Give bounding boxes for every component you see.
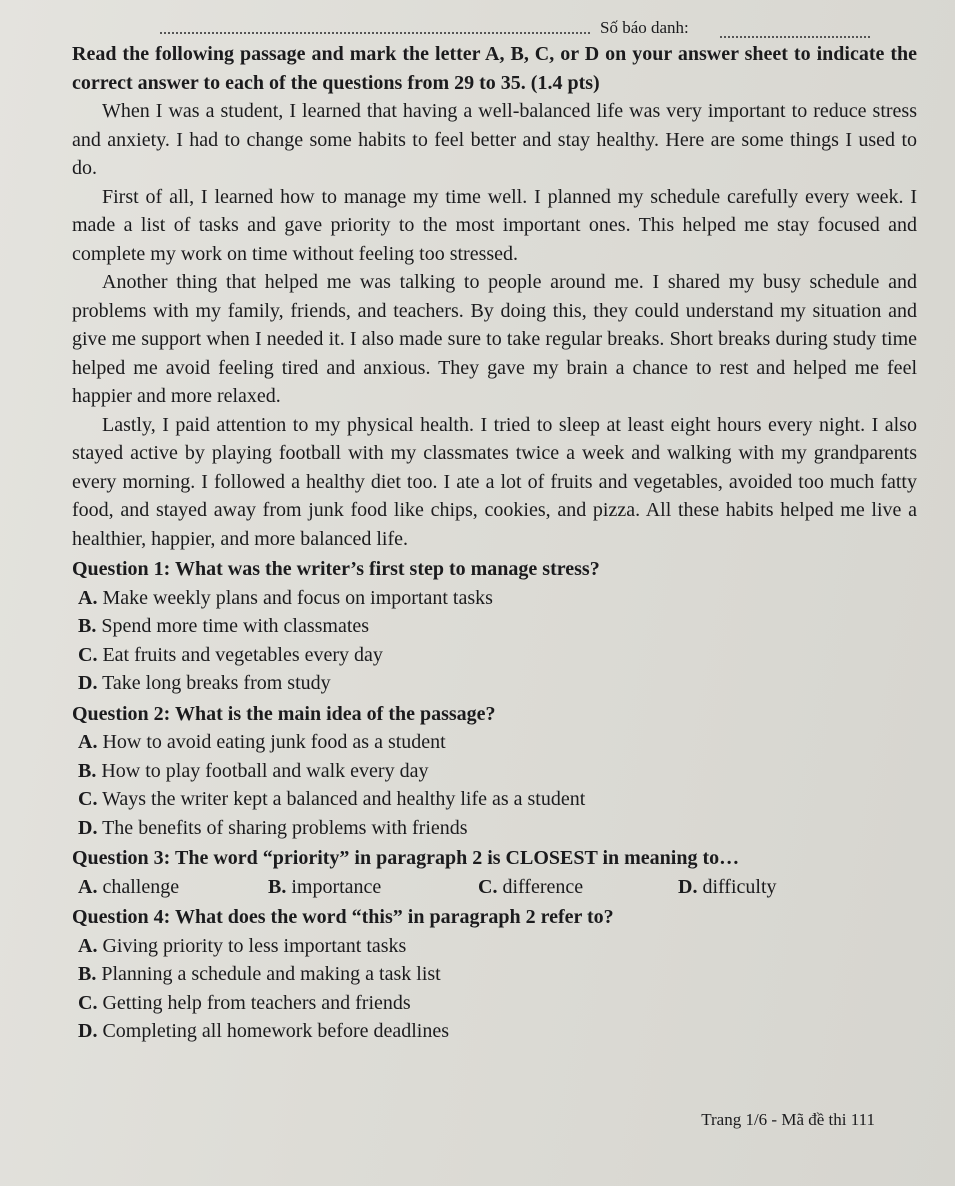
passage-paragraph-4: Lastly, I paid attention to my physical health. I tried to sleep at least eight hours every night. I also stayed active by playing football with my classmates twice a week and walking with my grandparents every morning. I followed a healthy diet too. I ate a lot of fruits and vegetables, avoided too much fatty food, and stayed away from junk food like chips, cookies, and pizza. All these habits helped me live a healthier, happier, and more balanced life. bbox=[72, 413, 917, 550]
option-text: Make weekly plans and focus on important tasks bbox=[102, 586, 493, 609]
option-letter: A. bbox=[78, 586, 98, 609]
option-letter: B. bbox=[268, 875, 287, 898]
instructions: Read the following passage and mark the letter A, B, C, or D on your answer sheet to indicate the correct answer to each of the questions from 29 to 35. (1.4 pts) bbox=[72, 43, 917, 94]
option-text: difficulty bbox=[702, 875, 777, 898]
option-letter: B. bbox=[78, 759, 97, 782]
option-text: challenge bbox=[102, 875, 180, 898]
option-b[interactable] bbox=[72, 960, 917, 989]
option-d[interactable] bbox=[678, 873, 777, 902]
option-letter: A. bbox=[78, 731, 98, 753]
option-a[interactable] bbox=[72, 932, 917, 961]
option-c[interactable] bbox=[72, 989, 917, 1018]
option-c[interactable] bbox=[478, 873, 678, 902]
option-b[interactable] bbox=[72, 612, 917, 641]
question-2 bbox=[72, 700, 917, 843]
option-a[interactable] bbox=[72, 728, 917, 757]
option-letter: A. bbox=[78, 875, 98, 898]
question-stem: Question 3: The word “priority” in paragraph 2 is CLOSEST in meaning to… bbox=[72, 847, 740, 869]
options-row bbox=[72, 873, 917, 902]
option-b[interactable] bbox=[268, 873, 478, 902]
option-text: How to play football and walk every day bbox=[101, 759, 429, 782]
option-text: difference bbox=[502, 875, 584, 898]
question-stem: Question 4: What does the word “this” in paragraph 2 refer to? bbox=[72, 906, 614, 928]
option-a[interactable] bbox=[78, 873, 268, 902]
option-d[interactable] bbox=[72, 669, 917, 698]
option-text: Spend more time with classmates bbox=[101, 615, 370, 637]
option-letter: C. bbox=[78, 788, 98, 810]
option-text: Completing all homework before deadlines bbox=[102, 1020, 450, 1042]
option-text: Eat fruits and vegetables every day bbox=[102, 643, 383, 666]
option-text: Giving priority to less important tasks bbox=[102, 934, 407, 957]
page-footer: Trang 1/6 - Mã đề thi 111 bbox=[701, 1110, 875, 1129]
option-text: Take long breaks from study bbox=[102, 672, 331, 694]
option-c[interactable] bbox=[72, 785, 917, 814]
option-text: The benefits of sharing problems with friends bbox=[102, 816, 468, 839]
exam-content bbox=[72, 40, 917, 1046]
candidate-number-blank bbox=[720, 36, 870, 38]
candidate-number-label: Số báo danh: bbox=[600, 18, 689, 37]
passage-paragraph-1: When I was a student, I learned that having a well-balanced life was very important to reduce stress and anxiety. I had to change some habits to feel better and stay healthy. Here are some things I used to do. bbox=[72, 100, 917, 179]
option-letter: A. bbox=[78, 934, 98, 957]
passage-paragraph-3: Another thing that helped me was talking to people around me. I shared my busy schedule and problems with my family, friends, and teachers. By doing this, they could understand my situation and give me support when I needed it. I also made sure to take regular breaks. Short breaks during study time helped me avoid feeling tired and anxious. They gave my brain a chance to rest and helped me feel happier and more relaxed. bbox=[72, 271, 917, 407]
option-d[interactable] bbox=[72, 1017, 917, 1046]
option-c[interactable] bbox=[72, 641, 917, 670]
option-letter: C. bbox=[478, 875, 498, 898]
question-3 bbox=[72, 844, 917, 901]
option-a[interactable] bbox=[72, 584, 917, 613]
question-stem: Question 1: What was the writer’s first step to manage stress? bbox=[72, 558, 600, 580]
question-4 bbox=[72, 903, 917, 1046]
option-text: importance bbox=[291, 875, 382, 898]
option-letter: B. bbox=[78, 615, 97, 637]
option-d[interactable] bbox=[72, 814, 917, 843]
option-text: Ways the writer kept a balanced and healthy life as a student bbox=[102, 788, 586, 810]
option-b[interactable] bbox=[72, 757, 917, 786]
passage-paragraph-2: First of all, I learned how to manage my time well. I planned my schedule carefully every week. I made a list of tasks and gave priority to the most important ones. This helped me stay focused and complete my work on time without feeling too stressed. bbox=[72, 185, 917, 265]
dotted-line bbox=[160, 32, 590, 34]
option-letter: D. bbox=[78, 672, 98, 694]
option-letter: C. bbox=[78, 643, 98, 666]
option-letter: D. bbox=[78, 816, 98, 839]
option-letter: B. bbox=[78, 963, 97, 985]
option-text: Planning a schedule and making a task list bbox=[101, 963, 441, 985]
question-1 bbox=[72, 555, 917, 698]
option-letter: D. bbox=[78, 1020, 98, 1042]
option-text: How to avoid eating junk food as a student bbox=[102, 731, 446, 753]
option-letter: D. bbox=[678, 875, 698, 898]
option-letter: C. bbox=[78, 991, 98, 1014]
question-stem: Question 2: What is the main idea of the passage? bbox=[72, 702, 496, 725]
option-text: Getting help from teachers and friends bbox=[102, 991, 411, 1014]
